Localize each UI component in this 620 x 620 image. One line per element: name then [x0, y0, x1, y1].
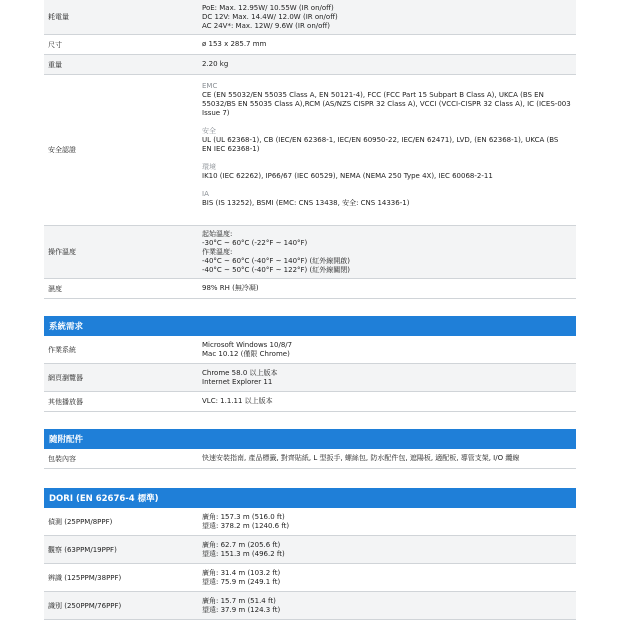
- section-spacer: [44, 299, 576, 316]
- spec-value: [198, 592, 576, 619]
- section-header-accessories: 隨附配件: [44, 429, 576, 449]
- section-spacer: [44, 469, 576, 488]
- spec-label: 辨識 (125PPM/38PPF): [48, 573, 122, 582]
- cert-group-title: 環境: [202, 163, 216, 171]
- spec-value: [198, 536, 576, 563]
- spec-row-operating-temp: [44, 226, 576, 279]
- cert-group-title: IA: [202, 190, 209, 198]
- value-line: PoE: Max. 12.95W/ 10.55W (IR on/off): [202, 3, 334, 12]
- spec-row-weight: [44, 55, 576, 75]
- value-line: 廣角: 157.3 m (516.0 ft): [202, 512, 285, 521]
- spec-value: [198, 226, 576, 278]
- spec-value: [198, 449, 576, 468]
- spec-label: 尺寸: [48, 40, 62, 49]
- value-line: 2.20 kg: [202, 60, 229, 68]
- spec-value: [198, 35, 576, 54]
- value-line: Internet Explorer 11: [202, 377, 273, 386]
- value-line: DC 12V: Max. 14.4W/ 12.0W (IR on/off): [202, 12, 338, 21]
- spec-label: 其他播放器: [48, 397, 83, 406]
- spec-row-os: [44, 336, 576, 364]
- spec-label: 包裝內容: [48, 454, 76, 463]
- section-header-dori: DORI (EN 62676-4 標準): [44, 488, 576, 508]
- spec-row-certification: [44, 75, 576, 226]
- section-header-system-requirements: 系統需求: [44, 316, 576, 336]
- spec-label: 網頁瀏覽器: [48, 373, 83, 382]
- value-line: 55032/BS EN 55035 Class A),RCM (AS/NZS CISPR 32 Class A), VCCI (VCCI-CISPR 32 Class A), IC (ICES-003: [202, 100, 571, 108]
- value-line: 廣角: 31.4 m (103.2 ft): [202, 568, 281, 577]
- value-line: VLC: 1.1.11 以上版本: [202, 397, 273, 405]
- value-line: Issue 7): [202, 109, 230, 117]
- spec-label: 作業系統: [48, 345, 76, 354]
- value-line: 廣角: 62.7 m (205.6 ft): [202, 540, 281, 549]
- value-line: 望遠: 37.9 m (124.3 ft): [202, 605, 281, 614]
- value-line: 作業溫度:: [202, 247, 233, 256]
- value-line: IK10 (IEC 62262), IP66/67 (IEC 60529), NEMA (NEMA 250 Type 4X), IEC 60068-2-11: [202, 172, 493, 180]
- spec-value: [198, 508, 576, 535]
- spec-row-player: [44, 392, 576, 412]
- spec-value: [198, 564, 576, 591]
- value-line: 望遠: 75.9 m (249.1 ft): [202, 577, 281, 586]
- value-line: Microsoft Windows 10/8/7: [202, 340, 293, 349]
- section-spacer: [44, 412, 576, 429]
- value-line: -40°C ~ 60°C (-40°F ~ 140°F) (紅外線開啟): [202, 256, 350, 265]
- spec-label: 安全認證: [48, 146, 76, 154]
- spec-label: 耗電量: [48, 13, 69, 21]
- spec-row-dori-detect: [44, 508, 576, 536]
- spec-value: [198, 336, 576, 363]
- cert-group-title: EMC: [202, 82, 218, 90]
- spec-label: 偵測 (25PPM/8PPF): [48, 517, 113, 526]
- spec-row-power: [44, 0, 576, 35]
- spec-value: [198, 392, 576, 411]
- spec-row-dori-observe: [44, 536, 576, 564]
- spec-label: 重量: [48, 60, 62, 69]
- spec-value: [198, 364, 576, 391]
- spec-row-package-contents: [44, 449, 576, 469]
- value-line: -40°C ~ 50°C (-40°F ~ 122°F) (紅外線關閉): [202, 265, 350, 274]
- value-line: -30°C ~ 60°C (-22°F ~ 140°F): [202, 238, 308, 247]
- spec-value: [198, 0, 576, 34]
- value-line: 起始溫度:: [202, 229, 233, 238]
- value-line: Chrome 58.0 以上版本: [202, 368, 278, 377]
- value-line: BIS (IS 13252), BSMI (EMC: CNS 13438, 安全: CNS 14336-1): [202, 199, 410, 207]
- spec-value: [198, 75, 576, 225]
- spec-label: 識別 (250PPM/76PPF): [48, 601, 122, 610]
- value-line: AC 24V*: Max. 12W/ 9.6W (IR on/off): [202, 21, 330, 30]
- value-line: 望遠: 378.2 m (1240.6 ft): [202, 521, 290, 530]
- spec-label: 操作溫度: [48, 248, 76, 256]
- value-line: 廣角: 15.7 m (51.4 ft): [202, 596, 276, 605]
- value-line: 快速安裝指南, 產品標籤, 對齊貼紙, L 型扳手, 螺絲包, 防水配件包, 遮陽板, 適配板, 導管支架, I/O 纜線: [202, 454, 520, 462]
- value-line: UL (UL 62368-1), CB (IEC/EN 62368-1, IEC/EN 60950-22, IEC/EN 62471), LVD, (EN 62368-1), UKCA (BS: [202, 136, 559, 144]
- value-line: ø 153 x 285.7 mm: [202, 40, 267, 48]
- spec-row-dori-identify: [44, 592, 576, 620]
- spec-label: 觀察 (63PPM/19PPF): [48, 545, 117, 554]
- cert-group-title: 安全: [202, 127, 216, 135]
- value-line: CE (EN 55032/EN 55035 Class A, EN 50121-4), FCC (FCC Part 15 Subpart B Class A), UKCA (BS EN: [202, 91, 544, 99]
- value-line: 望遠: 151.3 m (496.2 ft): [202, 549, 285, 558]
- spec-row-dimensions: [44, 35, 576, 55]
- spec-sheet: [44, 0, 576, 620]
- spec-value: [198, 279, 576, 298]
- value-line: 98% RH (無冷凝): [202, 284, 259, 292]
- value-line: Mac 10.12 (僅限 Chrome): [202, 349, 290, 358]
- value-line: EN IEC 62368-1): [202, 145, 260, 153]
- spec-row-humidity: [44, 279, 576, 299]
- spec-label: 濕度: [48, 284, 62, 293]
- spec-row-browser: [44, 364, 576, 392]
- spec-row-dori-recognize: [44, 564, 576, 592]
- spec-value: [198, 55, 576, 74]
